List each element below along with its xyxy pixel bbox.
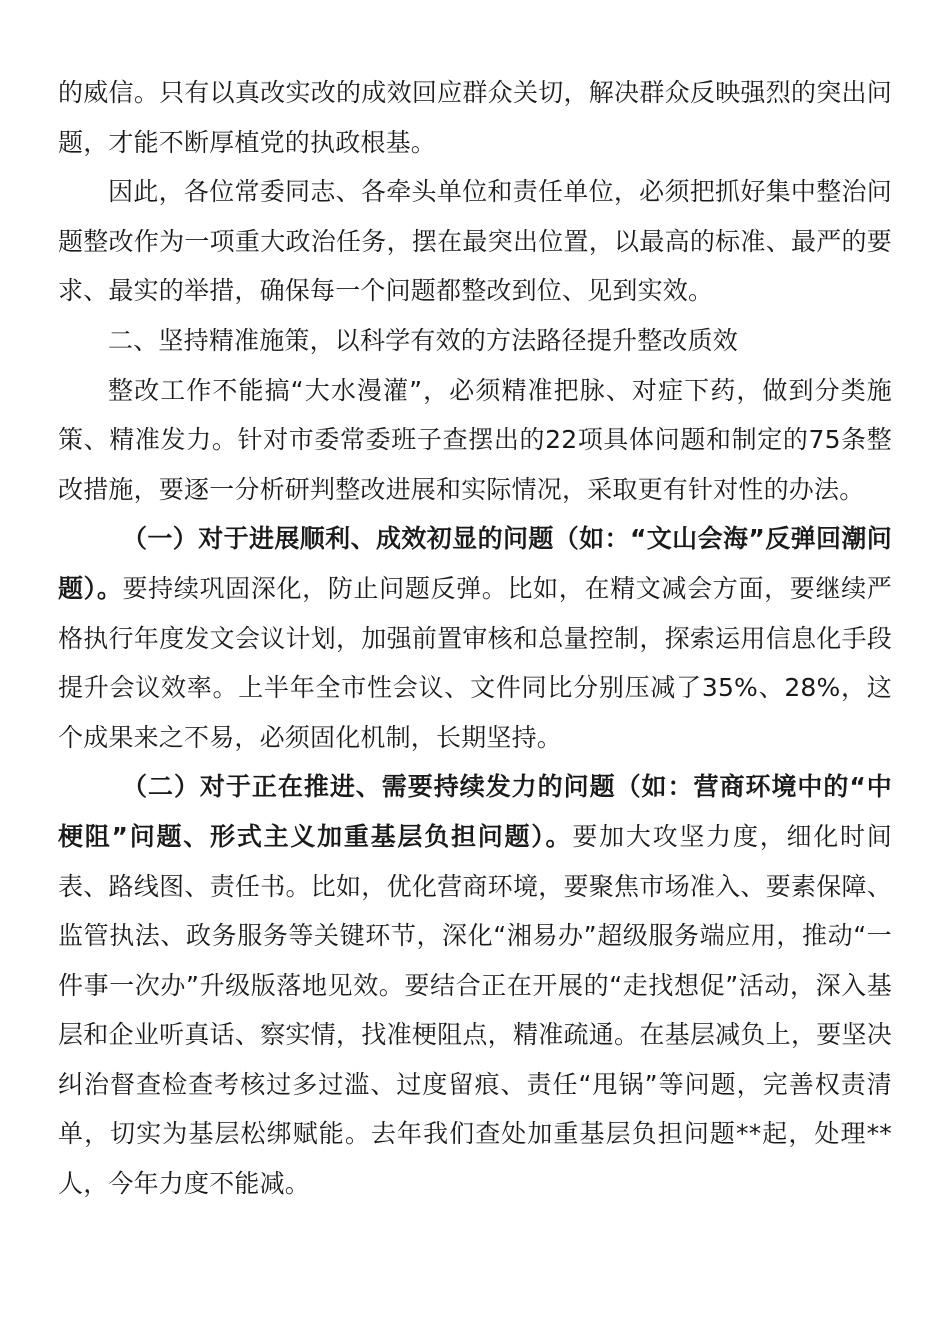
item-2-body: 要加大攻坚力度，细化时间表、路线图、责任书。比如，优化营商环境，要聚焦市场准入、要素保障、监管执法、政务服务等关键环节，深化“湘易办”超级服务端应用，推动“一件事一次办”升级版落地见效。要结合正在开展的“走找想促”活动，深入基层和企业听真话、察实情，找准梗阻点，精准疏通。在基层减负上，要坚决纠治督查检查考核过多过滥、过度留痕、责任“甩锅”等问题，完善权责清单，切实为基层松绑赋能。去年我们查处加重基层负担问题**起，处理**人，今年力度不能减。 (58, 821, 892, 1199)
item-2-lead: （二）对于正在推进、需要持续发力的问题（如：营商环境中的“中梗阻”问题、形式主义加重基层负担问题）。 (58, 772, 892, 851)
document-page (58, 68, 892, 1209)
paragraph-section-intro: 整改工作不能搞“大水漫灌”，必须精准把脉、对症下药，做到分类施策、精准发力。针对市委常委班子查摆出的22项具体问题和制定的75条整改措施，要逐一分析研判整改进展和实际情况，采取更有针对性的办法。 (58, 375, 892, 504)
item-1-body: 要持续巩固深化，防止问题反弹。比如，在精文减会方面，要继续严格执行年度发文会议计划，加强前置审核和总量控制，探索运用信息化手段提升会议效率。上半年全市性会议、文件同比分别压减了35%、28%，这个成果来之不易，必须固化机制，长期坚持。 (58, 573, 892, 752)
paragraph-continuation: 的威信。只有以真改实改的成效回应群众关切，解决群众反映强烈的突出问题，才能不断厚植党的执政根基。 (58, 78, 892, 157)
paragraph-conclusion: 因此，各位常委同志、各牵头单位和责任单位，必须把抓好集中整治问题整改作为一项重大政治任务，摆在最突出位置，以最高的标准、最严的要求、最实的举措，确保每一个问题都整改到位、见到实效。 (58, 177, 892, 306)
item-1-lead: （一）对于进展顺利、成效初显的问题（如：“文山会海”反弹回潮问题）。 (58, 524, 892, 603)
paragraph-item-1 (58, 514, 892, 762)
section-heading-2: 二、坚持精准施策，以科学有效的方法路径提升整改质效 (108, 325, 739, 355)
paragraph-item-2 (58, 762, 892, 1208)
